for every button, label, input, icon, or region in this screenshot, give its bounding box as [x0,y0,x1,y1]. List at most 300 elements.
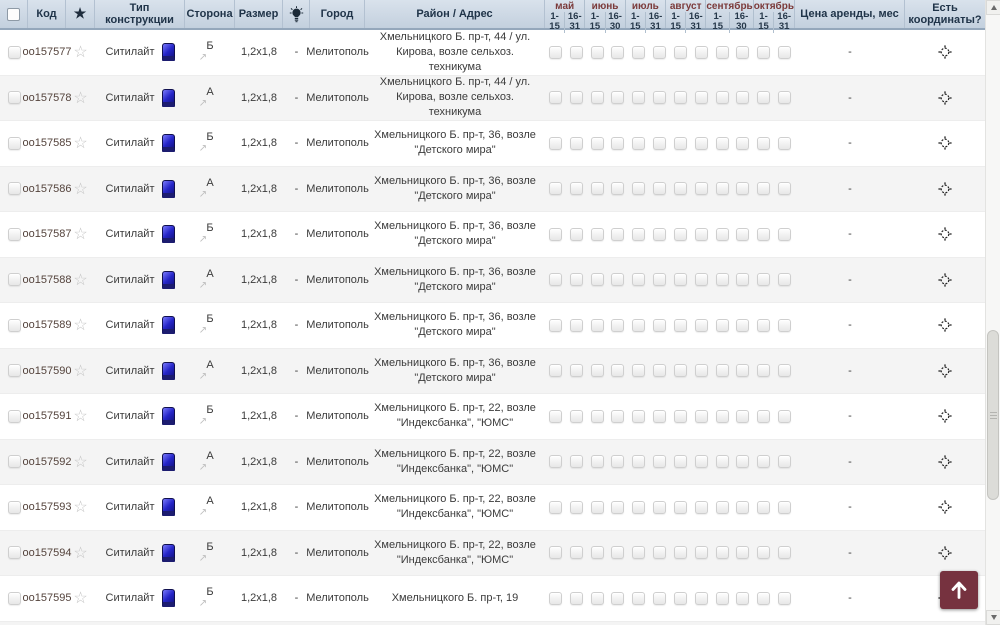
table-row [0,167,985,213]
period-checkbox[interactable] [549,228,562,241]
period-checkbox[interactable] [736,319,749,332]
period-checkbox[interactable] [591,501,604,514]
star-icon[interactable]: ☆ [73,453,88,471]
external-link-icon[interactable]: ↗ [198,143,208,155]
period-checkboxes [545,349,795,394]
month-name[interactable]: август [669,1,702,12]
arrow-down-icon [991,615,997,620]
period-checkbox[interactable] [757,273,770,286]
vertical-scrollbar[interactable] [985,0,1000,625]
period-checkbox[interactable] [757,228,770,241]
period-checkbox[interactable] [653,182,666,195]
period-checkbox[interactable] [674,228,687,241]
row-code[interactable]: oo157593 [22,501,72,514]
row-checkbox[interactable] [8,228,21,241]
period-checkbox[interactable] [591,228,604,241]
period-checkbox[interactable] [736,46,749,59]
external-link-icon[interactable]: ↗ [198,598,208,610]
period-checkbox[interactable] [695,46,708,59]
period-checkbox[interactable] [549,319,562,332]
period-header[interactable]: 1- 15 [589,11,601,33]
period-checkbox[interactable] [736,501,749,514]
star-icon[interactable]: ☆ [73,317,88,335]
period-checkbox[interactable] [653,91,666,104]
row-code[interactable]: oo157585 [22,137,72,150]
star-icon[interactable]: ☆ [73,544,88,562]
column-header-code[interactable]: Код [28,0,66,28]
period-checkbox[interactable] [757,182,770,195]
month-column [753,0,794,33]
period-checkbox[interactable] [757,364,770,377]
period-checkbox[interactable] [632,410,645,423]
external-link-icon[interactable]: ↗ [198,279,208,291]
price-value: - [848,546,852,559]
column-header-size[interactable]: Размер [235,0,283,28]
period-checkbox[interactable] [757,319,770,332]
month-name[interactable]: июль [631,1,659,12]
period-checkbox[interactable] [778,501,791,514]
scrollbar-down-button[interactable] [986,610,1000,625]
period-header[interactable]: 16- 30 [729,12,753,33]
construction-type-label: Ситилайт [105,364,155,377]
month-name[interactable]: октябрь [753,1,794,12]
side-letter: А [206,176,214,189]
period-checkbox[interactable] [695,546,708,559]
crosshair-icon[interactable] [938,91,952,105]
period-header[interactable]: 16- 31 [645,12,665,33]
star-icon[interactable]: ☆ [73,226,88,244]
period-checkbox[interactable] [591,46,604,59]
period-checkbox[interactable] [570,455,583,468]
period-checkbox[interactable] [674,364,687,377]
crosshair-icon[interactable] [938,409,952,423]
period-checkbox[interactable] [632,319,645,332]
period-checkbox[interactable] [674,182,687,195]
period-checkbox[interactable] [591,182,604,195]
row-code[interactable]: oo157588 [22,273,72,286]
scrollbar-up-button[interactable] [986,0,1000,15]
period-checkbox[interactable] [778,410,791,423]
period-checkbox[interactable] [549,182,562,195]
column-header-side[interactable]: Сторона [185,0,235,28]
size-value: 1,2х1,8 [240,182,278,195]
row-code[interactable]: oo157586 [22,182,72,195]
row-code[interactable]: oo157578 [22,91,72,104]
citylight-icon [162,316,175,334]
lighting-value: - [294,592,299,605]
period-checkbox[interactable] [632,592,645,605]
period-checkbox[interactable] [778,46,791,59]
period-checkbox[interactable] [736,364,749,377]
city-value: Мелитополь [306,455,369,468]
star-icon[interactable]: ☆ [73,271,88,289]
period-checkbox[interactable] [611,546,624,559]
period-checkbox[interactable] [778,91,791,104]
period-checkbox[interactable] [778,364,791,377]
row-code[interactable]: oo157590 [22,364,72,377]
period-checkbox[interactable] [570,182,583,195]
construction-type-label: Ситилайт [105,546,155,559]
row-checkbox[interactable] [8,273,21,286]
period-checkbox[interactable] [757,91,770,104]
period-checkbox[interactable] [632,182,645,195]
row-code[interactable]: oo157591 [22,410,72,423]
period-checkbox[interactable] [778,455,791,468]
period-checkbox[interactable] [778,228,791,241]
period-checkbox[interactable] [736,546,749,559]
period-checkbox[interactable] [695,410,708,423]
period-checkbox[interactable] [716,319,729,332]
period-checkbox[interactable] [695,364,708,377]
row-checkbox[interactable] [8,319,21,332]
period-checkbox[interactable] [653,228,666,241]
period-checkbox[interactable] [611,592,624,605]
period-checkbox[interactable] [591,273,604,286]
period-checkbox[interactable] [778,137,791,150]
column-header-lighting[interactable] [283,0,310,28]
citylight-icon [162,134,175,152]
period-header[interactable]: 1- 15 [549,11,560,33]
star-icon[interactable]: ☆ [73,590,88,608]
period-checkbox[interactable] [570,501,583,514]
period-checkbox[interactable] [716,410,729,423]
period-checkbox[interactable] [736,273,749,286]
period-checkbox[interactable] [695,91,708,104]
period-checkbox[interactable] [611,501,624,514]
period-checkbox[interactable] [611,319,624,332]
period-checkbox[interactable] [632,364,645,377]
side-letter: Б [206,131,214,144]
period-checkbox[interactable] [674,137,687,150]
external-link-icon[interactable]: ↗ [198,52,208,64]
period-checkbox[interactable] [716,137,729,150]
row-checkbox[interactable] [8,137,21,150]
star-icon[interactable]: ☆ [73,499,88,517]
period-checkbox[interactable] [716,592,729,605]
external-link-icon[interactable]: ↗ [198,325,208,337]
city-value: Мелитополь [306,592,369,605]
crosshair-icon[interactable] [938,455,952,469]
external-link-icon[interactable]: ↗ [198,552,208,564]
row-code[interactable]: oo157592 [22,455,72,468]
period-checkbox[interactable] [549,546,562,559]
period-checkbox[interactable] [736,228,749,241]
period-checkbox[interactable] [695,592,708,605]
period-checkbox[interactable] [611,455,624,468]
period-checkbox[interactable] [549,91,562,104]
crosshair-icon[interactable] [938,364,952,378]
period-checkbox[interactable] [653,546,666,559]
column-header-type[interactable]: Тип конструкции [95,0,185,28]
period-checkbox[interactable] [736,455,749,468]
period-checkbox[interactable] [611,273,624,286]
period-checkbox[interactable] [611,91,624,104]
star-icon[interactable]: ☆ [73,44,88,62]
row-code[interactable]: oo157589 [22,319,72,332]
grip-icon [990,412,997,419]
star-icon[interactable]: ☆ [73,135,88,153]
period-checkbox[interactable] [736,137,749,150]
period-checkbox[interactable] [570,546,583,559]
side-letter: А [206,449,214,462]
period-checkbox[interactable] [757,455,770,468]
size-value: 1,2х1,8 [240,228,278,241]
size-value: 1,2х1,8 [240,455,278,468]
period-checkbox[interactable] [674,319,687,332]
row-code[interactable]: oo157577 [22,46,72,59]
period-checkbox[interactable] [591,592,604,605]
period-checkbox[interactable] [591,319,604,332]
period-checkbox[interactable] [653,455,666,468]
period-checkbox[interactable] [736,410,749,423]
period-checkbox[interactable] [716,546,729,559]
period-checkbox[interactable] [549,364,562,377]
period-checkbox[interactable] [591,455,604,468]
star-icon[interactable]: ☆ [73,89,88,107]
period-checkbox[interactable] [716,501,729,514]
period-header[interactable]: 1- 15 [758,11,769,33]
period-checkbox[interactable] [632,501,645,514]
table-body [0,30,985,622]
select-all-checkbox[interactable] [7,8,20,21]
row-checkbox[interactable] [8,182,21,195]
crosshair-icon[interactable] [938,318,952,332]
row-checkbox[interactable] [8,91,21,104]
period-checkbox[interactable] [591,91,604,104]
period-checkbox[interactable] [611,364,624,377]
period-checkbox[interactable] [549,137,562,150]
period-checkbox[interactable] [736,182,749,195]
period-header[interactable]: 16- 31 [773,12,794,33]
crosshair-icon[interactable] [938,500,952,514]
period-checkbox[interactable] [653,592,666,605]
crosshair-icon[interactable] [938,273,952,287]
month-column [585,0,625,33]
period-checkbox[interactable] [674,592,687,605]
period-checkbox[interactable] [674,455,687,468]
period-checkbox[interactable] [757,501,770,514]
period-checkbox[interactable] [653,410,666,423]
period-checkbox[interactable] [716,91,729,104]
period-checkbox[interactable] [632,455,645,468]
scrollbar-thumb[interactable] [987,330,999,500]
city-value: Мелитополь [306,501,369,514]
citylight-icon [162,362,175,380]
period-checkbox[interactable] [778,182,791,195]
month-name[interactable]: июнь [591,1,619,12]
period-header[interactable]: 16- 31 [564,12,584,33]
period-checkbox[interactable] [570,364,583,377]
row-checkbox[interactable] [8,592,21,605]
column-header-address[interactable]: Район / Адрес [365,0,545,28]
period-header[interactable]: 1- 15 [629,11,641,33]
month-name[interactable]: сентябрь [706,1,753,12]
crosshair-icon[interactable] [938,45,952,59]
period-checkbox[interactable] [632,46,645,59]
period-checkbox[interactable] [570,410,583,423]
period-checkbox[interactable] [570,137,583,150]
period-checkbox[interactable] [549,410,562,423]
period-checkbox[interactable] [757,137,770,150]
period-checkbox[interactable] [695,137,708,150]
period-checkbox[interactable] [570,91,583,104]
period-header[interactable]: 16- 30 [605,12,625,33]
period-checkbox[interactable] [674,46,687,59]
period-checkbox[interactable] [570,592,583,605]
period-checkbox[interactable] [611,137,624,150]
star-icon[interactable]: ☆ [73,180,88,198]
period-checkbox[interactable] [695,182,708,195]
crosshair-icon[interactable] [938,227,952,241]
period-checkbox[interactable] [549,501,562,514]
external-link-icon[interactable]: ↗ [198,507,208,519]
row-code[interactable]: oo157587 [22,228,72,241]
month-column [666,0,706,33]
period-checkboxes [545,121,795,166]
period-checkbox[interactable] [591,546,604,559]
period-checkbox[interactable] [653,364,666,377]
period-checkbox[interactable] [695,228,708,241]
construction-type-label: Ситилайт [105,228,155,241]
period-checkbox[interactable] [549,273,562,286]
construction-type-label: Ситилайт [105,319,155,332]
period-checkbox[interactable] [549,455,562,468]
period-checkbox[interactable] [778,319,791,332]
period-checkbox[interactable] [632,273,645,286]
city-value: Мелитополь [306,182,369,195]
period-checkbox[interactable] [549,46,562,59]
column-header-favorite[interactable] [66,0,95,28]
period-checkbox[interactable] [736,592,749,605]
city-value: Мелитополь [306,137,369,150]
side-letter: А [206,358,214,371]
period-checkbox[interactable] [674,546,687,559]
size-value: 1,2х1,8 [240,46,278,59]
period-checkbox[interactable] [757,592,770,605]
period-checkbox[interactable] [611,182,624,195]
star-icon[interactable]: ☆ [73,408,88,426]
star-icon[interactable]: ☆ [73,362,88,380]
external-link-icon[interactable]: ↗ [198,188,208,200]
month-name[interactable]: май [555,1,575,12]
period-checkbox[interactable] [570,273,583,286]
period-checkbox[interactable] [632,228,645,241]
period-checkbox[interactable] [632,91,645,104]
external-link-icon[interactable]: ↗ [198,416,208,428]
scroll-to-top-button[interactable] [940,571,978,609]
period-checkbox[interactable] [716,182,729,195]
price-value: - [848,273,852,286]
period-checkbox[interactable] [757,410,770,423]
period-checkbox[interactable] [716,455,729,468]
side-letter: Б [206,40,214,53]
period-checkbox[interactable] [778,273,791,286]
period-checkbox[interactable] [757,46,770,59]
external-link-icon[interactable]: ↗ [198,370,208,382]
column-header-coordinates[interactable]: Есть координаты? [908,1,982,26]
period-checkbox[interactable] [778,592,791,605]
period-checkbox[interactable] [591,364,604,377]
address-value: Хмельницкого Б. пр-т, 19 [391,591,519,604]
table-row [0,349,985,395]
period-checkbox[interactable] [716,46,729,59]
period-checkbox[interactable] [695,501,708,514]
period-checkbox[interactable] [653,137,666,150]
period-header[interactable]: 1- 15 [712,11,723,33]
period-checkbox[interactable] [674,410,687,423]
row-code[interactable]: oo157595 [22,592,72,605]
size-value: 1,2х1,8 [240,319,278,332]
period-checkbox[interactable] [695,273,708,286]
period-checkbox[interactable] [653,319,666,332]
external-link-icon[interactable]: ↗ [198,234,208,246]
period-checkbox[interactable] [591,410,604,423]
month-column [706,0,753,33]
row-code[interactable]: oo157594 [22,546,72,559]
address-value: Хмельницкого Б. пр-т, 22, возле "Индексбанка", "ЮМС" [374,447,536,475]
row-checkbox[interactable] [8,501,21,514]
period-checkbox[interactable] [674,273,687,286]
side-letter: А [206,495,214,508]
period-checkbox[interactable] [716,228,729,241]
row-checkbox[interactable] [8,46,21,59]
period-checkbox[interactable] [611,46,624,59]
row-checkbox[interactable] [8,455,21,468]
lightbulb-icon [289,6,304,23]
period-header[interactable]: 16- 31 [685,12,705,33]
period-checkbox[interactable] [611,410,624,423]
period-checkbox[interactable] [778,546,791,559]
period-checkbox[interactable] [549,592,562,605]
months-header [545,0,795,33]
period-checkbox[interactable] [632,546,645,559]
side-letter: А [206,85,214,98]
period-checkbox[interactable] [695,455,708,468]
row-checkbox[interactable] [8,364,21,377]
period-checkbox[interactable] [674,91,687,104]
external-link-icon[interactable]: ↗ [198,97,208,109]
period-checkbox[interactable] [570,228,583,241]
column-header-city[interactable]: Город [310,0,365,28]
period-checkbox[interactable] [653,273,666,286]
crosshair-icon[interactable] [938,182,952,196]
city-value: Мелитополь [306,364,369,377]
period-checkbox[interactable] [611,228,624,241]
city-value: Мелитополь [306,228,369,241]
column-header-price[interactable]: Цена аренды, мес [795,0,905,28]
period-checkbox[interactable] [570,46,583,59]
period-checkbox[interactable] [653,501,666,514]
city-value: Мелитополь [306,273,369,286]
period-checkbox[interactable] [736,91,749,104]
row-checkbox[interactable] [8,410,21,423]
period-checkbox[interactable] [674,501,687,514]
period-checkbox[interactable] [716,364,729,377]
crosshair-icon[interactable] [938,136,952,150]
period-checkbox[interactable] [632,137,645,150]
table-row [0,30,985,76]
crosshair-icon[interactable] [938,546,952,560]
period-header[interactable]: 1- 15 [670,11,681,33]
period-checkbox[interactable] [570,319,583,332]
period-checkbox[interactable] [716,273,729,286]
external-link-icon[interactable]: ↗ [198,461,208,473]
period-checkbox[interactable] [591,137,604,150]
period-checkbox[interactable] [695,319,708,332]
period-checkbox[interactable] [757,546,770,559]
period-checkbox[interactable] [653,46,666,59]
row-checkbox[interactable] [8,546,21,559]
